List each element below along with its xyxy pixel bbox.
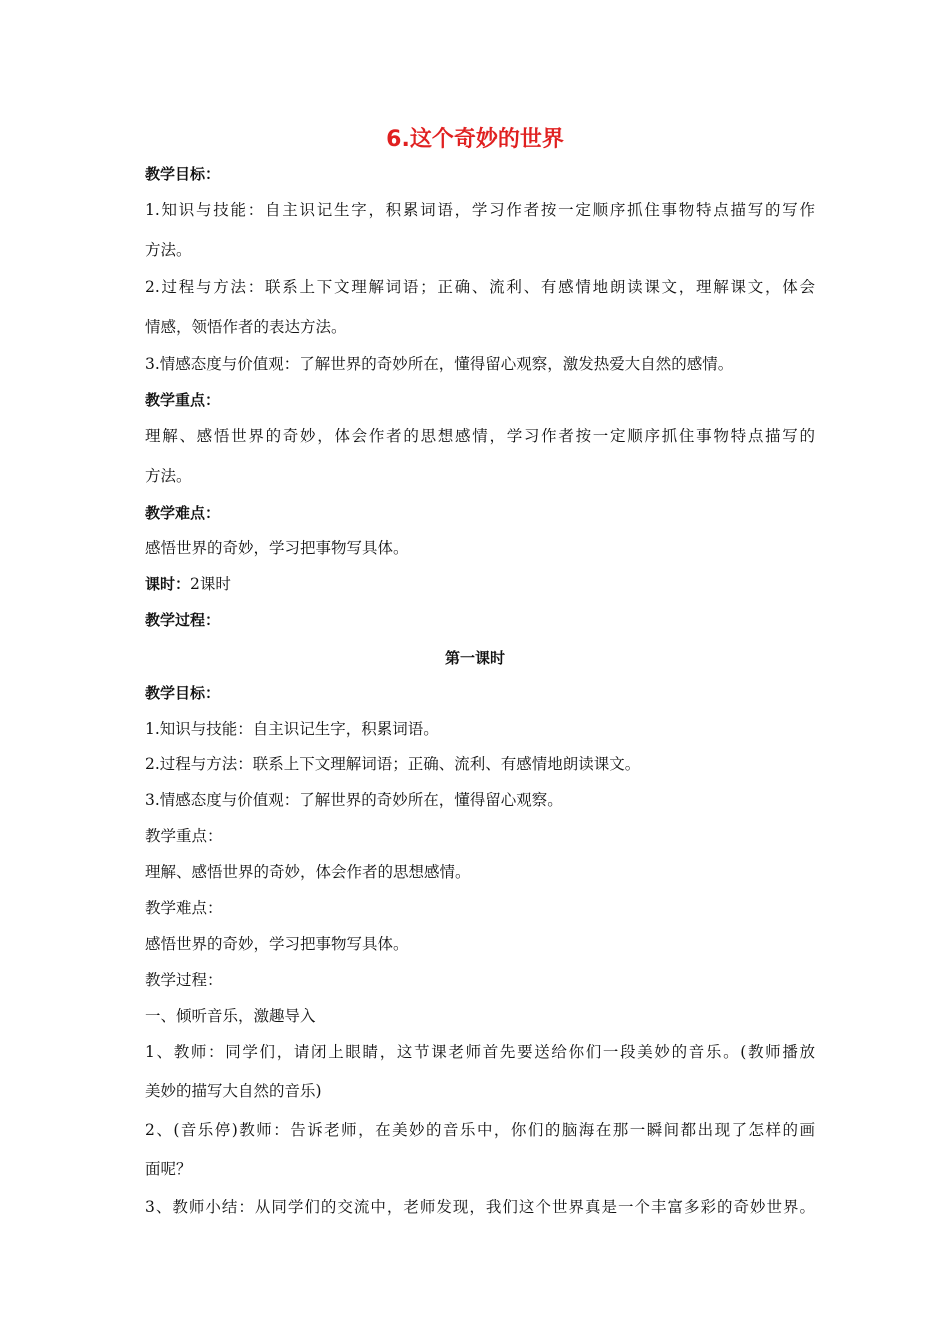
section-heading-difficulties: 教学难点： [145,899,223,917]
paragraph-line: 美妙的描写大自然的音乐) [145,1082,322,1100]
section-heading-objectives: 教学目标： [145,684,221,702]
lesson-one-heading: 第一课时 [444,649,505,667]
class-hours-line [145,574,815,594]
paragraph-line: 面呢？ [145,1160,192,1178]
paragraph-line: 3、教师小结：从同学们的交流中，老师发现，我们这个世界真是一个丰富多彩的奇妙世界。 [145,1198,815,1216]
paragraph-line: 1.知识与技能：自主识记生字，积累词语。 [145,720,439,738]
class-hours-value: 2课时 [190,575,231,593]
paragraph-line: 3.情感态度与价值观：了解世界的奇妙所在，懂得留心观察，激发热爱大自然的感情。 [145,355,734,373]
document-title: 6.这个奇妙的世界 [386,127,564,152]
section-heading-difficulties: 教学难点： [145,504,221,522]
section-heading-process: 教学过程： [145,971,223,989]
paragraph-line: 2.过程与方法：联系上下文理解词语；正确、流利、有感情地朗读课文。 [145,755,641,773]
paragraph-line: 理解、感悟世界的奇妙，体会作者的思想感情，学习作者按一定顺序抓住事物特点描写的 [145,427,815,445]
class-hours-label: 课时： [145,575,191,593]
paragraph-line: 方法。 [145,467,192,485]
paragraph-line: 2.过程与方法：联系上下文理解词语；正确、流利、有感情地朗读课文，理解课文，体会 [145,278,815,296]
section-heading-key-points: 教学重点： [145,391,221,409]
paragraph-line: 3.情感态度与价值观：了解世界的奇妙所在，懂得留心观察。 [145,791,563,809]
paragraph-line: 2、(音乐停)教师：告诉老师，在美妙的音乐中，你们的脑海在那一瞬间都出现了怎样的画 [145,1121,815,1139]
section-heading-process: 教学过程： [145,611,221,629]
paragraph-line: 理解、感悟世界的奇妙，体会作者的思想感情。 [145,863,471,881]
paragraph-line: 方法。 [145,241,192,259]
paragraph-line: 情感，领悟作者的表达方法。 [145,318,347,336]
paragraph-line: 感悟世界的奇妙，学习把事物写具体。 [145,539,409,557]
step-heading: 一、倾听音乐，激趣导入 [145,1007,316,1025]
section-heading-key-points: 教学重点： [145,827,223,845]
paragraph-line: 1.知识与技能：自主识记生字，积累词语，学习作者按一定顺序抓住事物特点描写的写作 [145,201,815,219]
paragraph-line: 1、教师：同学们，请闭上眼睛，这节课老师首先要送给你们一段美妙的音乐。(教师播放 [145,1043,815,1061]
paragraph-line: 感悟世界的奇妙，学习把事物写具体。 [145,935,409,953]
section-heading-objectives: 教学目标： [145,165,221,183]
